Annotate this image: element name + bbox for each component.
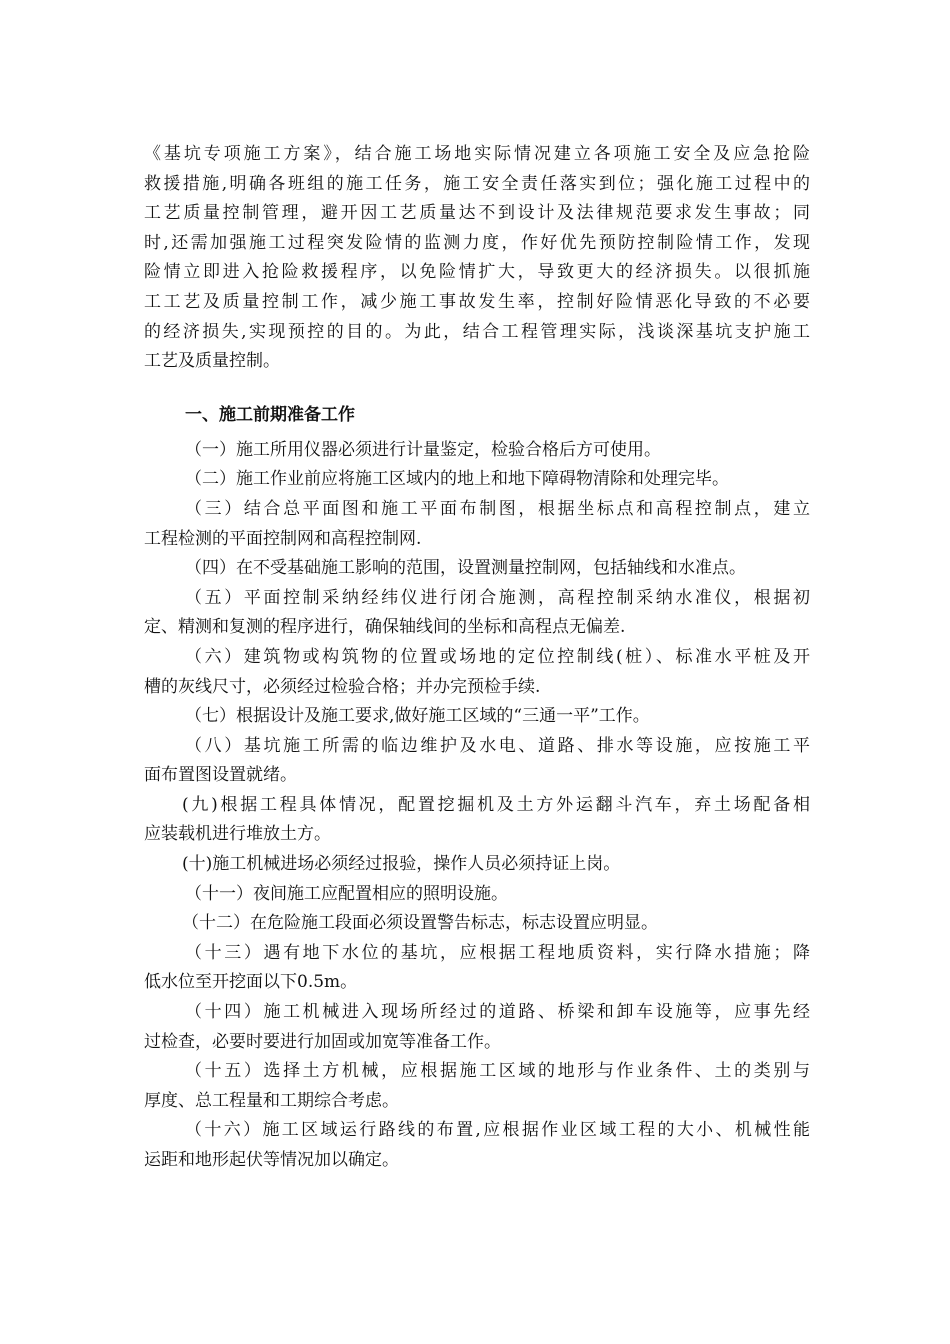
list-item [144, 643, 810, 702]
list-item [144, 1116, 810, 1175]
item-line: （八）基坑施工所需的临边维护及水电、道路、排水等设施，应按施工平 [185, 735, 810, 756]
item-line: （四）在不受基础施工影响的范围，设置测量控制网，包括轴线和水准点。 [185, 558, 746, 579]
item-line: (九)根据工程具体情况，配置挖掘机及土方外运翻斗汽车，弃土场配备相 [182, 794, 810, 815]
list-item [144, 554, 810, 584]
list-item [144, 495, 810, 554]
item-line: 过检查，必要时要进行加固或加宽等准备工作。 [144, 1031, 501, 1052]
intro-paragraph [144, 140, 810, 377]
section-heading: 一、施工前期准备工作 [185, 404, 355, 425]
list-item [144, 850, 810, 880]
item-line: 工程检测的平面控制网和高程控制网. [144, 528, 422, 549]
intro-line: 《基坑专项施工方案》，结合施工场地实际情况建立各项施工安全及应急抢险 [144, 144, 810, 164]
item-line: （十四）施工机械进入现场所经过的道路、桥梁和卸车设施等，应事先经 [185, 1002, 810, 1023]
item-line: （七）根据设计及施工要求,做好施工区域的“三通一平”工作。 [185, 706, 650, 727]
item-line: （十六）施工区域运行路线的布置,应根据作业区域工程的大小、机械性能 [185, 1120, 810, 1141]
list-item [144, 732, 810, 791]
list-item [144, 436, 810, 466]
document-page [144, 140, 810, 1176]
list-item [144, 584, 810, 643]
list-item [144, 791, 810, 850]
item-line: 应装载机进行堆放土方。 [144, 824, 331, 845]
item-line: 槽的灰线尺寸，必须经过检验合格；并办完预检手续. [144, 676, 541, 697]
intro-line: 的经济损失,实现预控的目的。为此，结合工程管理实际，浅谈深基坑支护施工 [144, 321, 810, 342]
item-line: 定、精测和复测的程序进行，确保轴线间的坐标和高程点无偏差. [144, 617, 626, 638]
intro-line: 工艺及质量控制。 [144, 351, 280, 372]
item-line: 厚度、总工程量和工期综合考虑。 [144, 1090, 399, 1111]
list-item [144, 909, 810, 939]
item-line: （三）结合总平面图和施工平面布制图，根据坐标点和高程控制点，建立 [185, 498, 810, 519]
item-line: （五）平面控制采纳经纬仪进行闭合施测，高程控制采纳水准仪，根据初 [185, 587, 810, 608]
item-line: （十五）选择土方机械，应根据施工区域的地形与作业条件、土的类别与 [185, 1061, 810, 1082]
list-item [144, 939, 810, 998]
list-item [144, 1057, 810, 1116]
item-line: (十)施工机械进场必须经过报验，操作人员必须持证上岗。 [182, 854, 621, 875]
item-line: 运距和地形起伏等情况加以确定。 [144, 1150, 399, 1170]
item-line: （十二）在危险施工段面必须设置警告标志，标志设置应明显。 [182, 913, 658, 934]
item-line: 面布置图设置就绪。 [144, 765, 297, 786]
list-item [144, 998, 810, 1057]
intro-line: 工艺质量控制管理，避开因工艺质量达不到设计及法律规范要求发生事故；同 [144, 203, 810, 224]
intro-line: 救援措施,明确各班组的施工任务，施工安全责任落实到位；强化施工过程中的 [144, 173, 810, 194]
item-line: （二）施工作业前应将施工区域内的地上和地下障碍物清除和处理完毕。 [185, 469, 729, 490]
item-line: （一）施工所用仪器必须进行计量鉴定，检验合格后方可使用。 [185, 439, 661, 460]
item-line: （十一）夜间施工应配置相应的照明设施。 [185, 883, 508, 904]
intro-line: 时,还需加强施工过程突发险情的监测力度，作好优先预防控制险情工作，发现 [144, 232, 810, 253]
item-line: （十三）遇有地下水位的基坑，应根据工程地质资料，实行降水措施；降 [185, 942, 810, 963]
intro-line: 工工艺及质量控制工作，减少施工事故发生率，控制好险情恶化导致的不必要 [144, 291, 810, 312]
list-item [144, 702, 810, 732]
item-line: （六）建筑物或构筑物的位置或场地的定位控制线(桩）、标准水平桩及开 [185, 646, 810, 667]
list-item [144, 465, 810, 495]
item-line: 低水位至开挖面以下0.5m。 [144, 972, 358, 993]
list-item [144, 880, 810, 910]
intro-line: 险情立即进入抢险救援程序，以免险情扩大，导致更大的经济损失。以很抓施 [144, 262, 810, 283]
